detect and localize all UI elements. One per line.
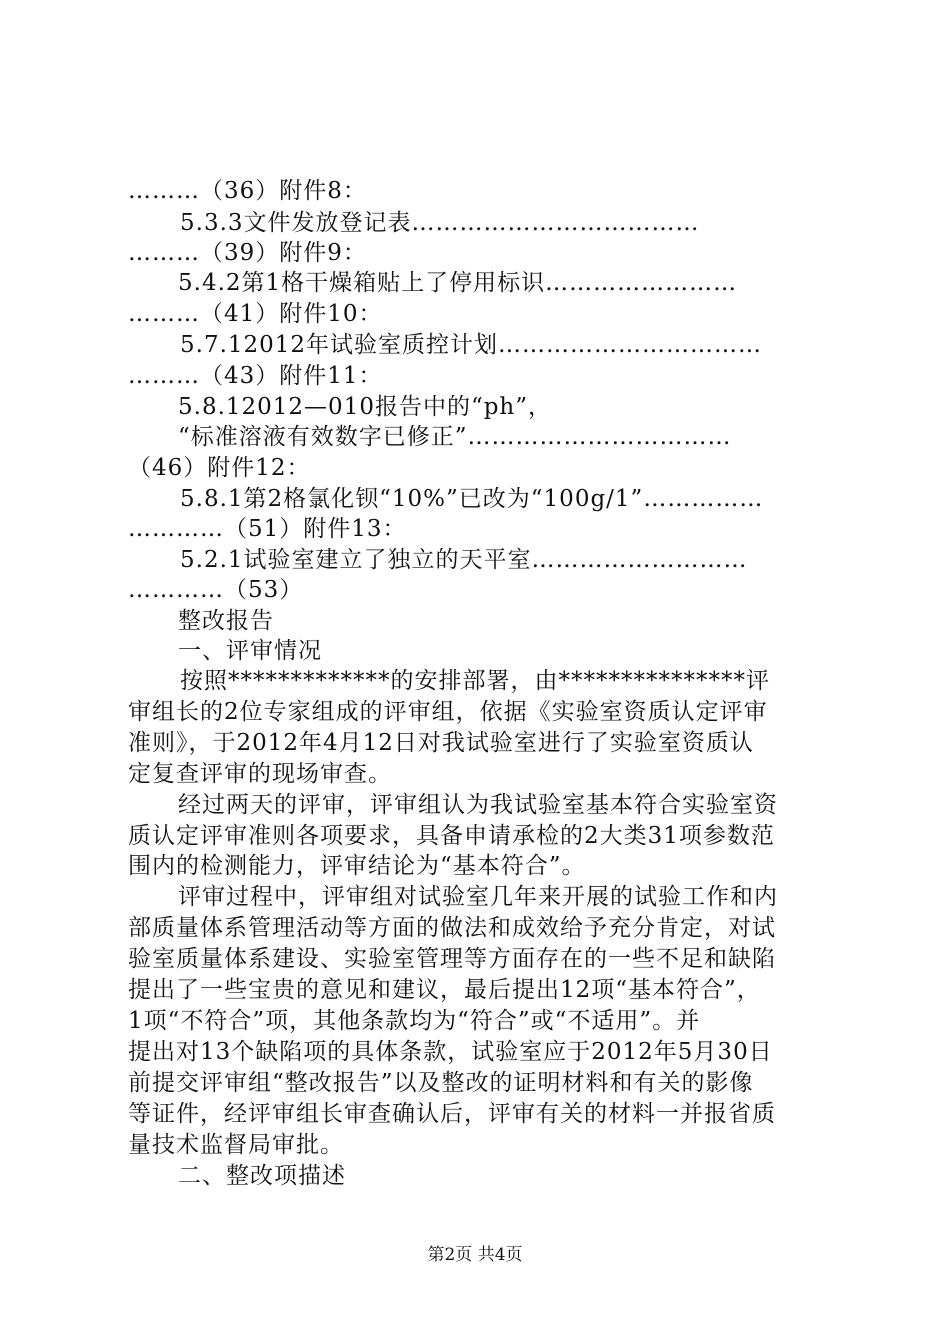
paragraph-line: 提出了一些宝贵的意见和建议，最后提出12项“基本符合”， xyxy=(128,977,761,1003)
page-footer: 第2页 共4页 xyxy=(427,1245,523,1265)
paragraph-line: 1项“不符合”项，其他条款均为“符合”或“不适用”。并 xyxy=(128,1008,701,1034)
paragraph-line: 质认定评审准则各项要求，具备申请承检的2大类31项参数范 xyxy=(128,823,775,849)
toc-line: …………（51）附件13： xyxy=(128,516,407,542)
report-title: 整改报告 xyxy=(178,608,274,634)
toc-line: 5.7.12012年试验室质控计划…………………………… xyxy=(180,332,763,358)
paragraph-line: 部质量体系管理活动等方面的做法和成效给予充分肯定，对试 xyxy=(128,915,776,941)
paragraph-line: 按照*************的安排部署，由***************评 xyxy=(180,668,770,694)
toc-line: ………（36）附件8： xyxy=(128,178,367,204)
toc-line: ………（41）附件10： xyxy=(128,301,383,327)
paragraph-line: 围内的检测能力，评审结论为“基本符合”。 xyxy=(128,853,586,879)
toc-line: 5.8.12012—010报告中的“ph”， xyxy=(178,394,553,420)
paragraph-line: 经过两天的评审，评审组认为我试验室基本符合实验室资 xyxy=(178,792,778,818)
toc-line: ………（43）附件11： xyxy=(128,363,383,389)
paragraph-line: 量技术监督局审批。 xyxy=(128,1132,344,1158)
toc-line: …………（53） xyxy=(128,577,304,603)
paragraph-line: 审组长的2位专家组成的评审组，依据《实验室资质认定评审 xyxy=(128,699,768,725)
toc-line: 5.2.1试验室建立了独立的天平室……………………… xyxy=(180,547,748,573)
section-heading: 二、整改项描述 xyxy=(178,1163,346,1189)
toc-line: 5.4.2第1格干燥箱贴上了停用标识…………………… xyxy=(178,270,738,296)
paragraph-line: 评审过程中，评审组对试验室几年来开展的试验工作和内 xyxy=(178,884,778,910)
toc-line: “标准溶液有效数字已修正”…………………………… xyxy=(178,424,732,450)
paragraph-line: 等证件，经评审组长审查确认后，评审有关的材料一并报省质 xyxy=(128,1101,776,1127)
paragraph-line: 验室质量体系建设、实验室管理等方面存在的一些不足和缺陷 xyxy=(128,946,776,972)
paragraph-line: 前提交评审组“整改报告”以及整改的证明材料和有关的影像 xyxy=(128,1070,754,1096)
paragraph-line: 定复查评审的现场审查。 xyxy=(128,761,392,787)
toc-line: 5.3.3文件发放登记表……………………………… xyxy=(180,210,700,236)
toc-line: 5.8.1第2格氯化钡“10%”已改为“100g/1”…………… xyxy=(180,486,764,512)
toc-line: （46）附件12： xyxy=(128,455,311,481)
paragraph-line: 准则》，于2012年4月12日对我试验室进行了实验室资质认 xyxy=(128,730,754,756)
section-heading: 一、评审情况 xyxy=(178,638,322,664)
paragraph-line: 提出对13个缺陷项的具体条款，试验室应于2012年5月30日 xyxy=(128,1039,773,1065)
toc-line: ………（39）附件9： xyxy=(128,240,367,266)
